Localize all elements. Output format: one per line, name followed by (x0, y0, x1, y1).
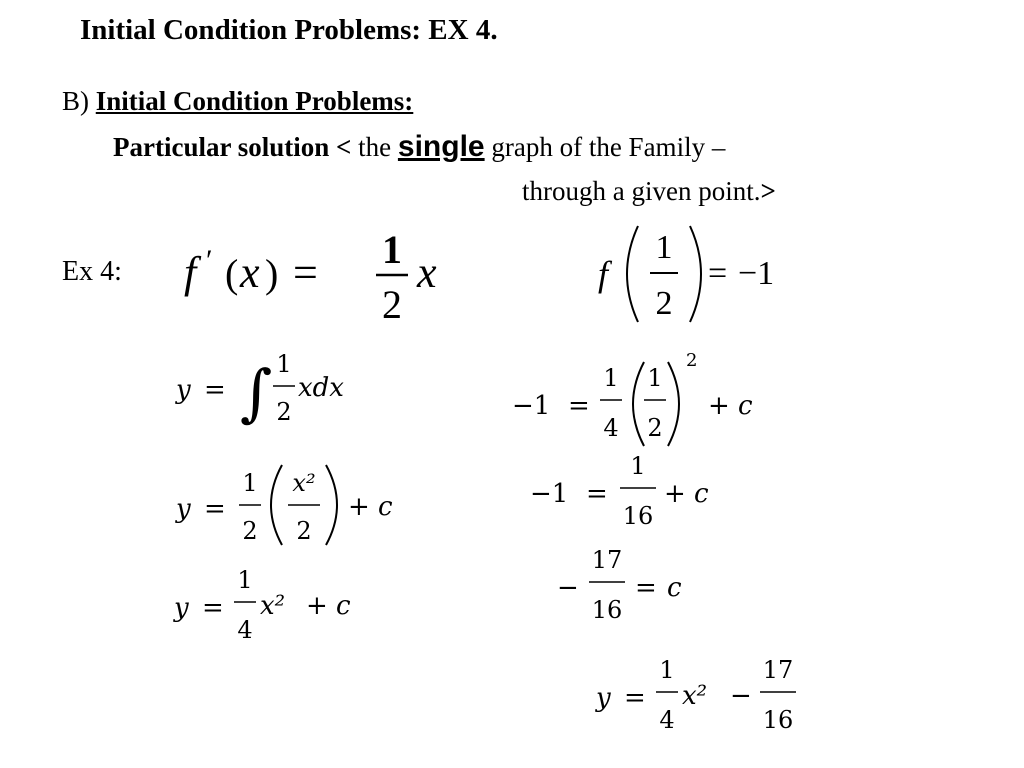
final-equals: = (624, 683, 646, 713)
step2-equals: = (204, 494, 226, 524)
step2-inner-denominator: 2 (296, 517, 312, 545)
derivative-f: f (184, 248, 197, 297)
step3-denominator: 4 (237, 616, 253, 644)
definition-lead: Particular solution (113, 132, 330, 162)
r3-c: c (667, 573, 682, 603)
integral-sign: ∫ (240, 356, 273, 429)
definition-text-before: the (351, 132, 398, 162)
definition-open-bracket: < (336, 132, 352, 162)
step3-y: y (174, 593, 189, 623)
final-y: y (596, 683, 611, 713)
section-heading (62, 86, 413, 117)
r2-plus: + (664, 479, 686, 509)
r1-equals: = (568, 391, 590, 421)
final-denominator-2: 16 (762, 706, 794, 734)
right-step-3 (555, 540, 705, 630)
r2-equals: = (586, 479, 608, 509)
definition-text-after: graph of the Family – (484, 132, 726, 162)
condition-numerator: 1 (655, 229, 673, 266)
section-marker: B) (62, 86, 89, 116)
r1-right-paren (668, 362, 679, 446)
definition-line2-text: through a given point. (522, 176, 761, 206)
r3-minus: − (557, 573, 579, 603)
r3-numerator: 17 (591, 546, 623, 574)
step1-integrand: xdx (298, 373, 344, 403)
step2-right-paren (326, 465, 337, 545)
r1-denominator: 4 (603, 414, 619, 442)
derivative-equation (170, 225, 480, 335)
definition-emphasis: single (397, 130, 485, 163)
right-step-1 (510, 348, 770, 453)
left-step-3 (168, 560, 368, 650)
step2-y: y (176, 494, 191, 524)
step1-equals: = (204, 375, 226, 405)
derivative-lparen: ( (225, 251, 239, 296)
derivative-denominator: 2 (382, 282, 402, 327)
r3-denominator: 16 (591, 596, 623, 624)
r2-c: c (694, 479, 709, 509)
final-numerator: 1 (659, 656, 675, 684)
r2-lhs: −1 (530, 479, 569, 509)
condition-denominator: 2 (655, 285, 673, 322)
derivative-x: x (240, 248, 260, 297)
step2-c: c (378, 492, 393, 522)
r1-numerator: 1 (603, 364, 619, 392)
step2-numerator: 1 (242, 469, 258, 497)
step2-plus: + (348, 492, 370, 522)
r1-plus: + (708, 391, 730, 421)
condition-equals: = (708, 255, 728, 292)
step3-equals: = (202, 593, 224, 623)
r2-denominator: 16 (622, 502, 654, 530)
step3-plus: + (306, 591, 328, 621)
final-term: x² (682, 681, 708, 711)
section-heading-text: Initial Condition Problems: (95, 86, 414, 116)
r1-exponent: 2 (686, 350, 698, 371)
step2-left-paren (271, 465, 282, 545)
r1-left-paren (633, 362, 644, 446)
example-label: Ex 4: (62, 256, 122, 287)
condition-left-paren (627, 226, 638, 322)
r1-inner-denominator: 2 (647, 414, 663, 442)
step2-denominator: 2 (242, 517, 258, 545)
initial-condition (590, 218, 810, 330)
step1-denominator: 2 (276, 398, 292, 426)
step3-c: c (336, 591, 351, 621)
step3-numerator: 1 (237, 566, 253, 594)
left-step-1 (170, 340, 380, 435)
final-denominator: 4 (659, 706, 675, 734)
derivative-equals: = (293, 248, 318, 297)
definition-close-bracket: > (760, 176, 776, 206)
derivative-numerator: 1 (382, 227, 402, 272)
r1-inner-numerator: 1 (647, 364, 663, 392)
definition-line-1 (113, 130, 725, 164)
derivative-rparen: ) (265, 251, 279, 296)
condition-right-paren (690, 226, 701, 322)
left-step-2 (170, 455, 410, 555)
condition-rhs: −1 (738, 255, 775, 292)
condition-f: f (598, 254, 609, 294)
final-numerator-2: 17 (762, 656, 794, 684)
final-answer (590, 650, 820, 742)
step1-numerator: 1 (276, 350, 292, 378)
definition-line-2 (522, 176, 776, 207)
step2-inner-numerator: x² (292, 469, 316, 497)
step1-y: y (176, 375, 191, 405)
derivative-var: x (417, 248, 437, 297)
r1-c: c (738, 391, 753, 421)
r2-numerator: 1 (630, 452, 646, 480)
step3-term: x² (260, 591, 286, 621)
slide-title: Initial Condition Problems: EX 4. (80, 14, 498, 46)
right-step-2 (528, 448, 728, 538)
r3-equals: = (635, 573, 657, 603)
derivative-prime: ′ (206, 244, 213, 277)
r1-lhs: −1 (512, 391, 551, 421)
final-minus: − (730, 681, 752, 711)
